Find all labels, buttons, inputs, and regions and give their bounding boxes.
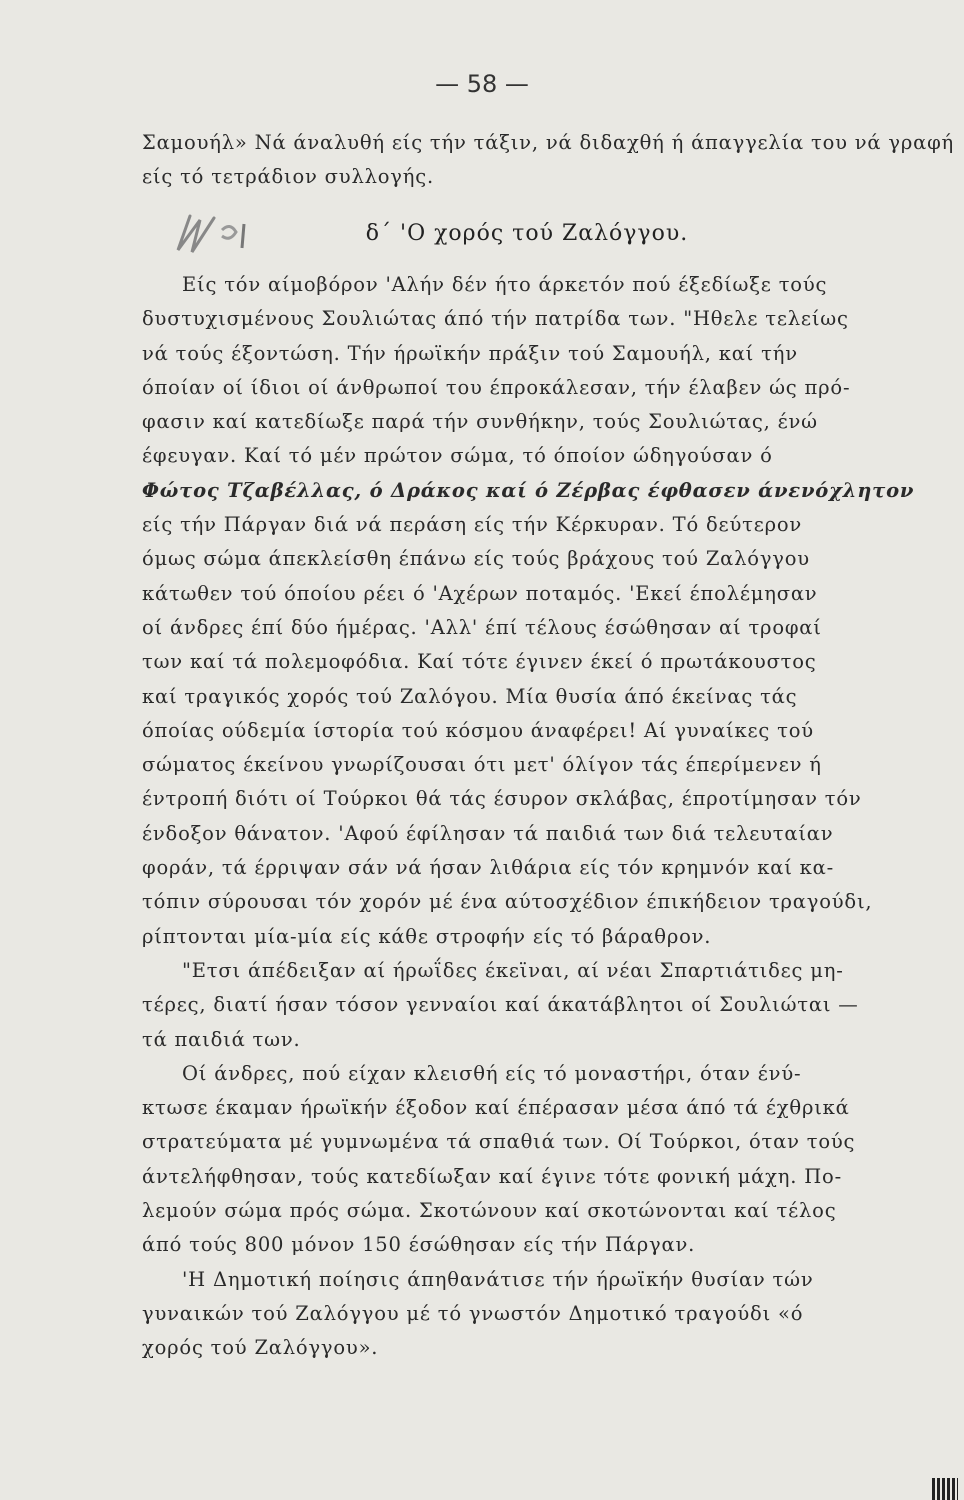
body-line: ρίπτονται μία-μία είς κάθε στροφήν είς τό βάραθρον. [142, 924, 712, 948]
body-line: δυστυχισμένους Σουλιώτας άπό τήν πατρίδα των. "Ηθελε τελείως [142, 307, 849, 331]
body-line: "Ετσι άπέδειξαν αί ήρωΐδες έκεϊναι, αί νέαι Σπαρτιάτιδες μη- [182, 958, 844, 982]
body-text [142, 268, 915, 1366]
body-line: οί άνδρες έπί δύο ήμέρας. 'Αλλ' έπί τέλους έσώθησαν αί τροφαί [142, 615, 822, 639]
intro-line: είς τό τετράδιον συλλογής. [142, 165, 434, 189]
body-line: φασιν καί κατεδίωξε παρά τήν συνθήκην, τούς Σουλιώτας, ένώ [142, 410, 818, 434]
body-line: τέρες, διατί ήσαν τόσον γενναίοι καί άκατάβλητοι οί Σουλιώται — [142, 993, 859, 1017]
body-line: στρατεύματα μέ γυμνωμένα τά σπαθιά των. Οί Τούρκοι, όταν τούς [142, 1130, 856, 1154]
body-line: χορός τού Ζαλόγγου». [142, 1336, 379, 1360]
body-line: κτωσε έκαμαν ήρωϊκήν έξοδον καί έπέρασαν μέσα άπό τά έχθρικά [142, 1096, 850, 1120]
body-line: φοράν, τά έρριψαν σάν νά ήσαν λιθάρια είς τόν κρημνόν καί κα- [142, 856, 835, 880]
body-line: γυναικών τού Ζαλόγγου μέ τό γνωστόν Δημοτικό τραγούδι «ό [142, 1301, 804, 1325]
body-line: σώματος έκείνου γνωρίζουσαι ότι μετ' όλίγον τάς έπερίμενεν ή [142, 753, 822, 777]
body-line: έντροπή διότι οί Τούρκοι θά τάς έσυρον σκλάβας, έπροτίμησαν τόν [142, 787, 862, 811]
page-number: — 58 — [435, 70, 529, 98]
body-line: λεμούν σώμα πρός σώμα. Σκοτώνουν καί σκοτώνονται καί τέλος [142, 1199, 837, 1223]
body-line: ένδοξον θάνατον. 'Αφού έφίλησαν τά παιδιά των διά τελευταίαν [142, 821, 834, 845]
body-line: Είς τόν αίμοβόρον 'Αλήν δέν ήτο άρκετόν πού έξεδίωξε τούς [182, 273, 828, 296]
body-line: των καί τά πολεμοφόδια. Καί τότε έγινεν έκεί ό πρωτάκουστος [142, 650, 817, 674]
body-line: όμως σώμα άπεκλείσθη έπάνω είς τούς βράχους τού Ζαλόγγου [142, 547, 810, 571]
body-line: είς τήν Πάργαν διά νά περάση είς τήν Κέρκυραν. Τό δεύτερον [142, 513, 803, 537]
body-line: Φώτος Τζαβέλλας, ό Δράκος καί ό Ζέρβας έφθασεν άνενόχλητον [142, 478, 915, 502]
body-line: άντελήφθησαν, τούς κατεδίωξαν καί έγινε τότε φονική μάχη. Πο- [142, 1164, 842, 1188]
body-line: νά τούς έξοντώση. Τήν ήρωϊκήν πράξιν τού Σαμουήλ, καί τήν [142, 341, 798, 365]
body-line: έφευγαν. Καί τό μέν πρώτον σώμα, τό όποίον ώδηγούσαν ό [142, 444, 773, 468]
body-line: όποίας ούδεμία ίστορία τού κόσμου άναφέρει! Αί γυναίκες τού [142, 718, 814, 742]
scan-edge-mark [932, 1478, 958, 1500]
section-heading: δ΄ 'Ο χορός τού Ζαλόγγου. [365, 221, 689, 246]
body-line: καί τραγικός χορός τού Ζαλόγου. Μία θυσία άπό έκείνας τάς [142, 684, 798, 708]
body-line: τόπιν σύρουσαι τόν χορόν μέ ένα αύτοσχέδιον έπικήδειον τραγούδι, [142, 890, 873, 914]
body-line: κάτωθεν τού όποίου ρέει ό 'Αχέρων ποταμός. 'Εκεί έπολέμησαν [142, 581, 818, 605]
body-line: 'Η Δημοτική ποίησις άπηθανάτισε τήν ήρωϊκήν θυσίαν τών [182, 1267, 814, 1291]
body-line: τά παιδιά των. [142, 1027, 301, 1051]
body-line: άπό τούς 800 μόνον 150 έσώθησαν είς τήν Πάργαν. [142, 1233, 696, 1257]
intro-line: Σαμουήλ» Νά άναλυθή είς τήν τάξιν, νά διδαχθή ή άπαγγελία του νά γραφή [142, 131, 955, 154]
body-line: όποίαν οί ίδιοι οί άνθρωποί του έπροκάλεσαν, τήν έλαβεν ώς πρό- [142, 375, 851, 399]
intro-paragraph [142, 126, 955, 195]
body-line: Οί άνδρες, πού είχαν κλεισθή είς τό μοναστήρι, όταν ένύ- [182, 1061, 802, 1085]
